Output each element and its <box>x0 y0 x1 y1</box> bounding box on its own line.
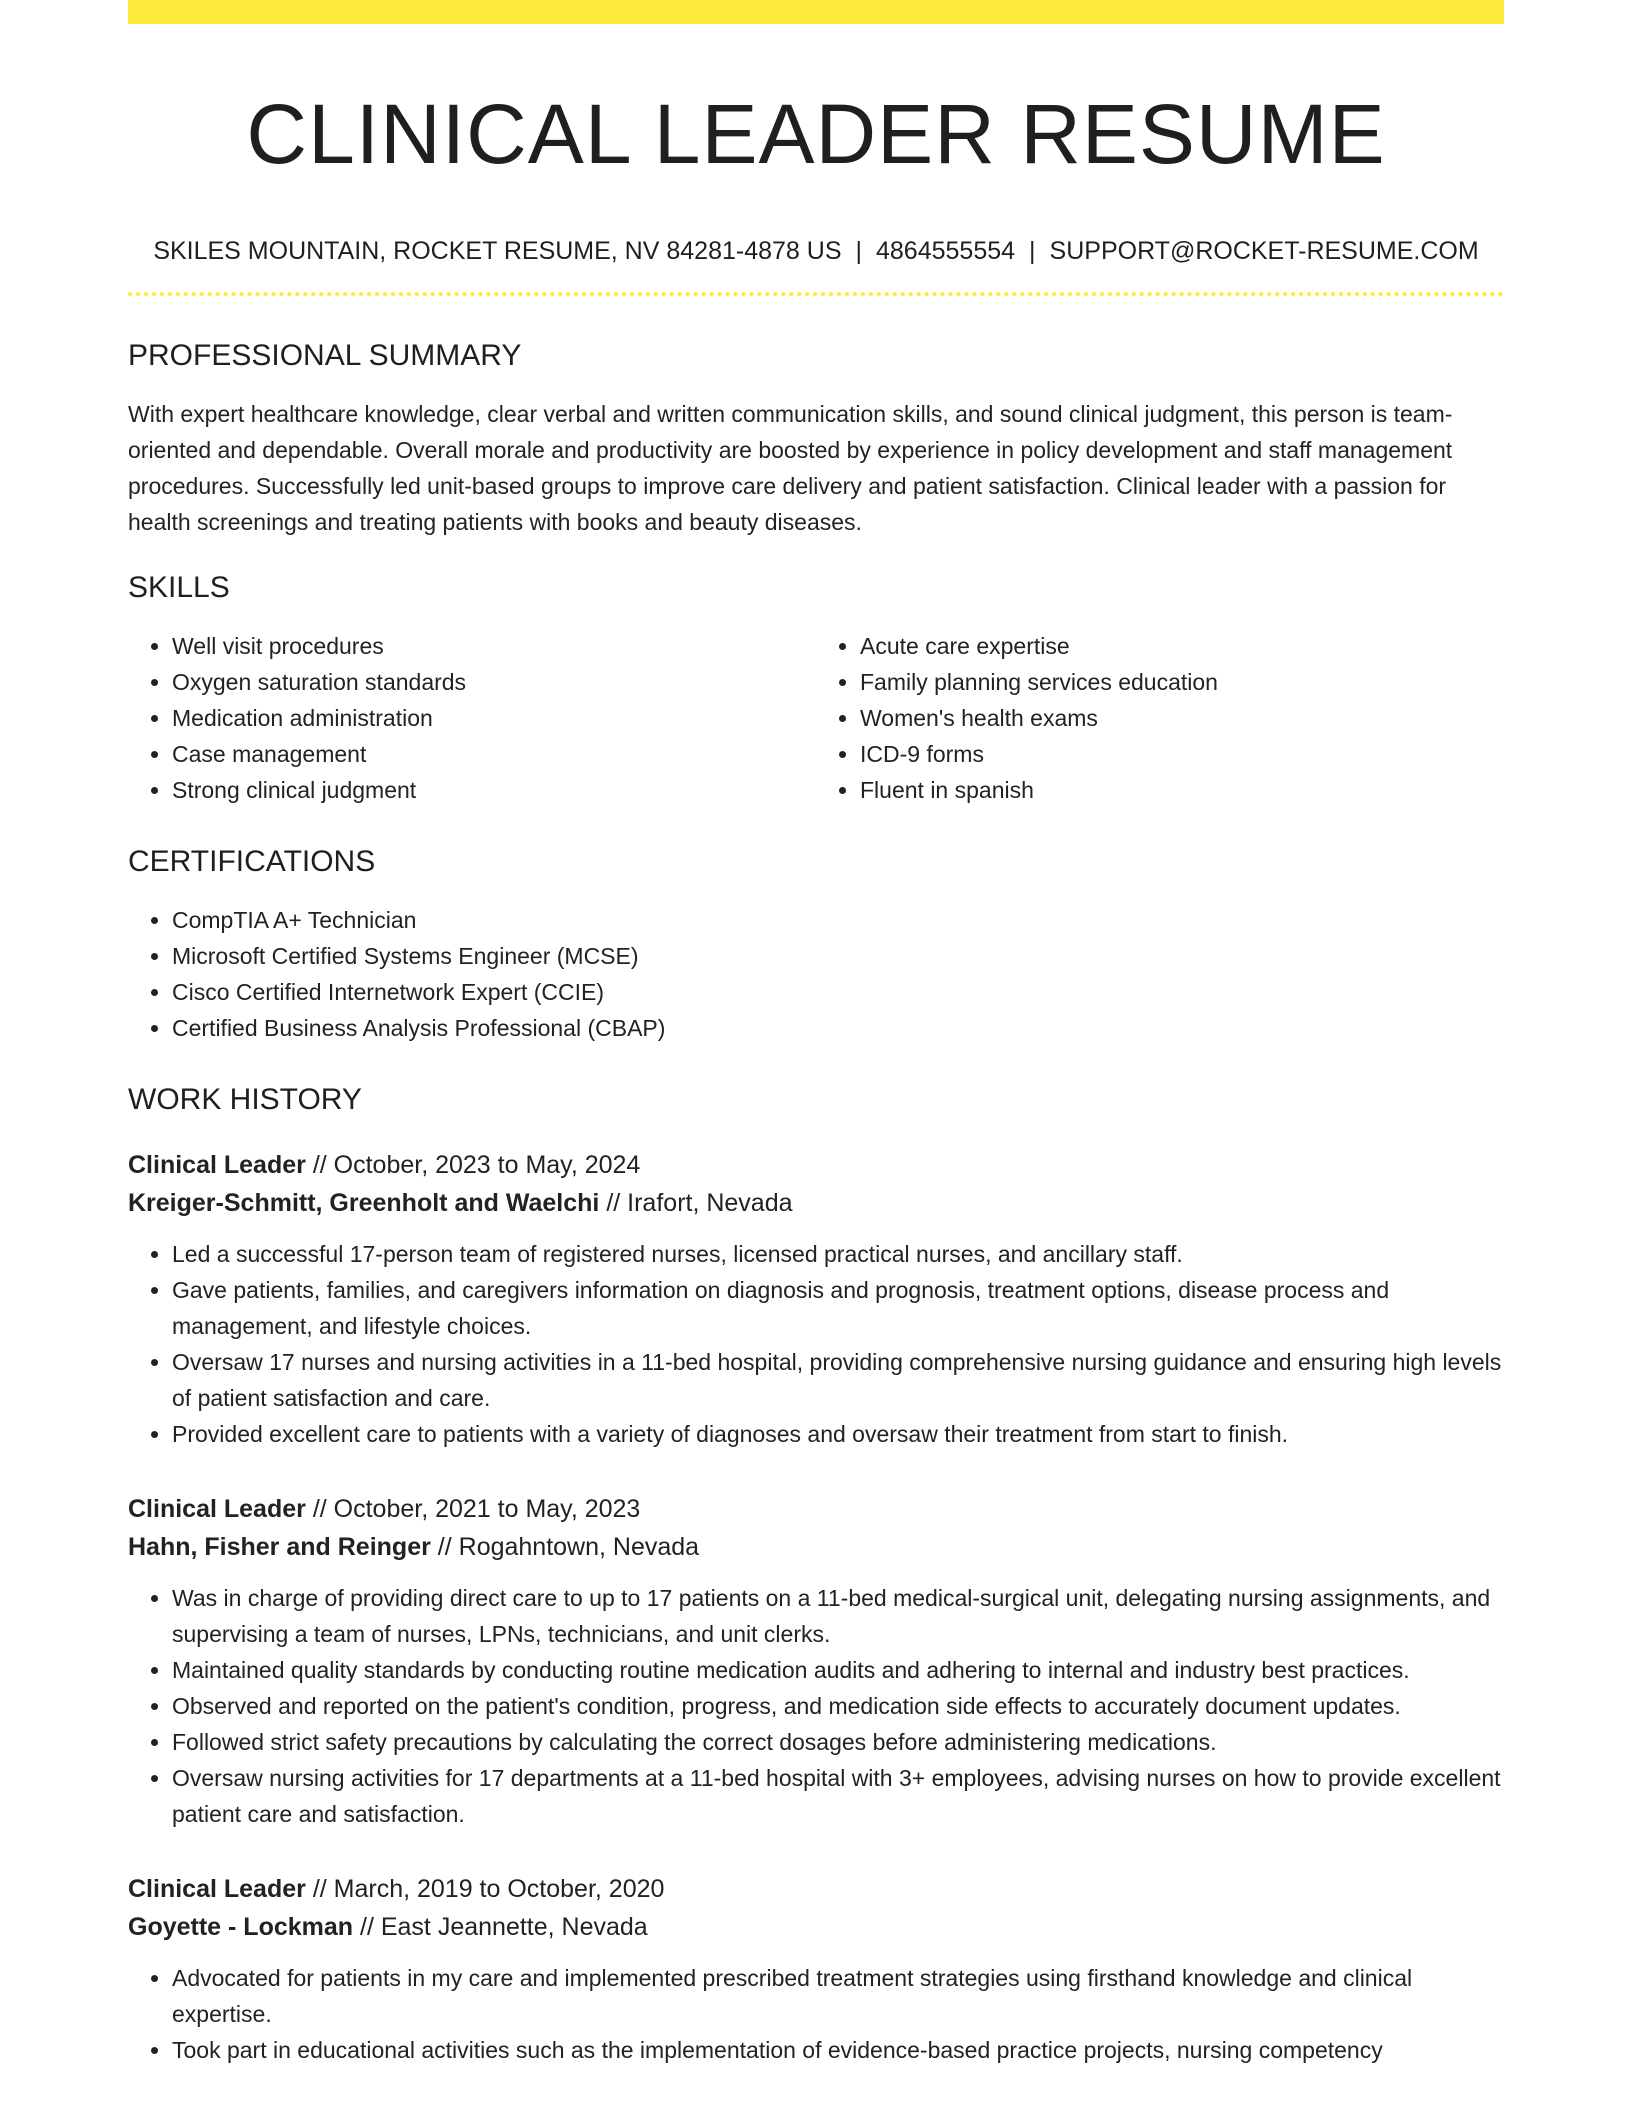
job-bullets <box>128 1236 1504 1452</box>
certification-item: • CompTIA A+ Technician <box>172 902 1504 938</box>
job-title-line <box>128 1146 1504 1184</box>
certifications-section <box>128 844 1504 1046</box>
skills-list-right <box>816 628 1504 808</box>
job-bullet: • Maintained quality standards by conducting routine medication audits and adhering to internal and industry best practices. <box>172 1652 1504 1688</box>
job-entry <box>128 1490 1504 1832</box>
job-bullet: • Observed and reported on the patient's condition, progress, and medication side effects to accurately document updates. <box>172 1688 1504 1724</box>
job-entry <box>128 1146 1504 1452</box>
job-bullet: • Oversaw nursing activities for 17 departments at a 11-bed hospital with 3+ employees, advising nurses on how to provide excellent patient care and satisfaction. <box>172 1760 1504 1832</box>
summary-text: With expert healthcare knowledge, clear verbal and written communication skills, and sound clinical judgment, this person is team-oriented and dependable. Overall morale and productivity are boosted by experience in policy development and staff management procedures. Successfully led unit-based groups to improve care delivery and patient satisfaction. Clinical leader with a passion for health screenings and treating patients with books and beauty diseases. <box>128 401 1453 535</box>
job-company-line <box>128 1184 1504 1222</box>
skill-item: • Women's health exams <box>860 700 1504 736</box>
job-company-line <box>128 1528 1504 1566</box>
contact-line <box>128 236 1504 266</box>
job-bullet: • Took part in educational activities such as the implementation of evidence-based practice projects, nursing competency <box>172 2032 1504 2068</box>
job-location: // Irafort, Nevada <box>606 1189 793 1217</box>
job-bullet: • Was in charge of providing direct care to up to 17 patients on a 11-bed medical-surgical unit, delegating nursing assignments, and supervising a team of nurses, LPNs, technicians, and unit clerks. <box>172 1580 1504 1652</box>
job-location: // Rogahntown, Nevada <box>437 1533 700 1561</box>
job-bullet: • Advocated for patients in my care and implemented prescribed treatment strategies using firsthand knowledge and clinical expertise. <box>172 1960 1504 2032</box>
job-bullets <box>128 1960 1504 2068</box>
job-bullet: • Led a successful 17-person team of registered nurses, licensed practical nurses, and ancillary staff. <box>172 1236 1504 1272</box>
certifications-list <box>128 902 1504 1046</box>
summary-section <box>128 338 1504 540</box>
skill-item: • Family planning services education <box>860 664 1504 700</box>
skill-item: • Well visit procedures <box>172 628 816 664</box>
job-bullet: • Followed strict safety precautions by calculating the correct dosages before administering medications. <box>172 1724 1504 1760</box>
skill-item: • Medication administration <box>172 700 816 736</box>
job-company-line <box>128 1908 1504 1946</box>
skills-section <box>128 570 1504 808</box>
accent-bar <box>128 0 1504 24</box>
job-company: Kreiger-Schmitt, Greenholt and Waelchi <box>128 1189 600 1217</box>
certifications-heading: CERTIFICATIONS <box>128 845 376 878</box>
job-bullets <box>128 1580 1504 1832</box>
skill-item: • Strong clinical judgment <box>172 772 816 808</box>
job-dates: // October, 2021 to May, 2023 <box>312 1495 641 1523</box>
skills-list-left <box>128 628 816 808</box>
certification-item: • Cisco Certified Internetwork Expert (CCIE) <box>172 974 1504 1010</box>
job-location: // East Jeannette, Nevada <box>360 1913 648 1941</box>
contact-phone: 4864555554 <box>876 237 1016 265</box>
contact-email: SUPPORT@ROCKET-RESUME.COM <box>1049 237 1479 265</box>
certification-item: • Certified Business Analysis Professional (CBAP) <box>172 1010 1504 1046</box>
job-title: Clinical Leader <box>128 1151 306 1179</box>
resume-page <box>128 0 1504 2068</box>
job-title: Clinical Leader <box>128 1495 306 1523</box>
contact-separator: | <box>1029 237 1036 265</box>
skills-heading: SKILLS <box>128 571 230 604</box>
job-dates: // March, 2019 to October, 2020 <box>312 1875 665 1903</box>
summary-heading: PROFESSIONAL SUMMARY <box>128 339 522 372</box>
job-bullet: • Provided excellent care to patients with a variety of diagnoses and oversaw their treatment from start to finish. <box>172 1416 1504 1452</box>
certification-item: • Microsoft Certified Systems Engineer (MCSE) <box>172 938 1504 974</box>
job-entry <box>128 1870 1504 2068</box>
job-bullet: • Gave patients, families, and caregivers information on diagnosis and prognosis, treatment options, disease process and management, and lifestyle choices. <box>172 1272 1504 1344</box>
job-company: Goyette - Lockman <box>128 1913 354 1941</box>
job-bullet: • Oversaw 17 nurses and nursing activities in a 11-bed hospital, providing comprehensive nursing guidance and ensuring high levels of patient satisfaction and care. <box>172 1344 1504 1416</box>
job-title: Clinical Leader <box>128 1875 306 1903</box>
job-title-line <box>128 1870 1504 1908</box>
work-history-section <box>128 1082 1504 2068</box>
contact-separator: | <box>855 237 862 265</box>
skill-item: • Fluent in spanish <box>860 772 1504 808</box>
work-history-heading: WORK HISTORY <box>128 1083 362 1116</box>
page-title: CLINICAL LEADER RESUME <box>246 87 1386 181</box>
dotted-divider <box>128 292 1504 296</box>
skill-item: • Case management <box>172 736 816 772</box>
job-company: Hahn, Fisher and Reinger <box>128 1533 431 1561</box>
job-dates: // October, 2023 to May, 2024 <box>312 1151 641 1179</box>
skills-columns <box>128 628 1504 808</box>
contact-address: SKILES MOUNTAIN, ROCKET RESUME, NV 84281-4878 US <box>153 237 842 265</box>
skill-item: • ICD-9 forms <box>860 736 1504 772</box>
skill-item: • Oxygen saturation standards <box>172 664 816 700</box>
skill-item: • Acute care expertise <box>860 628 1504 664</box>
job-title-line <box>128 1490 1504 1528</box>
